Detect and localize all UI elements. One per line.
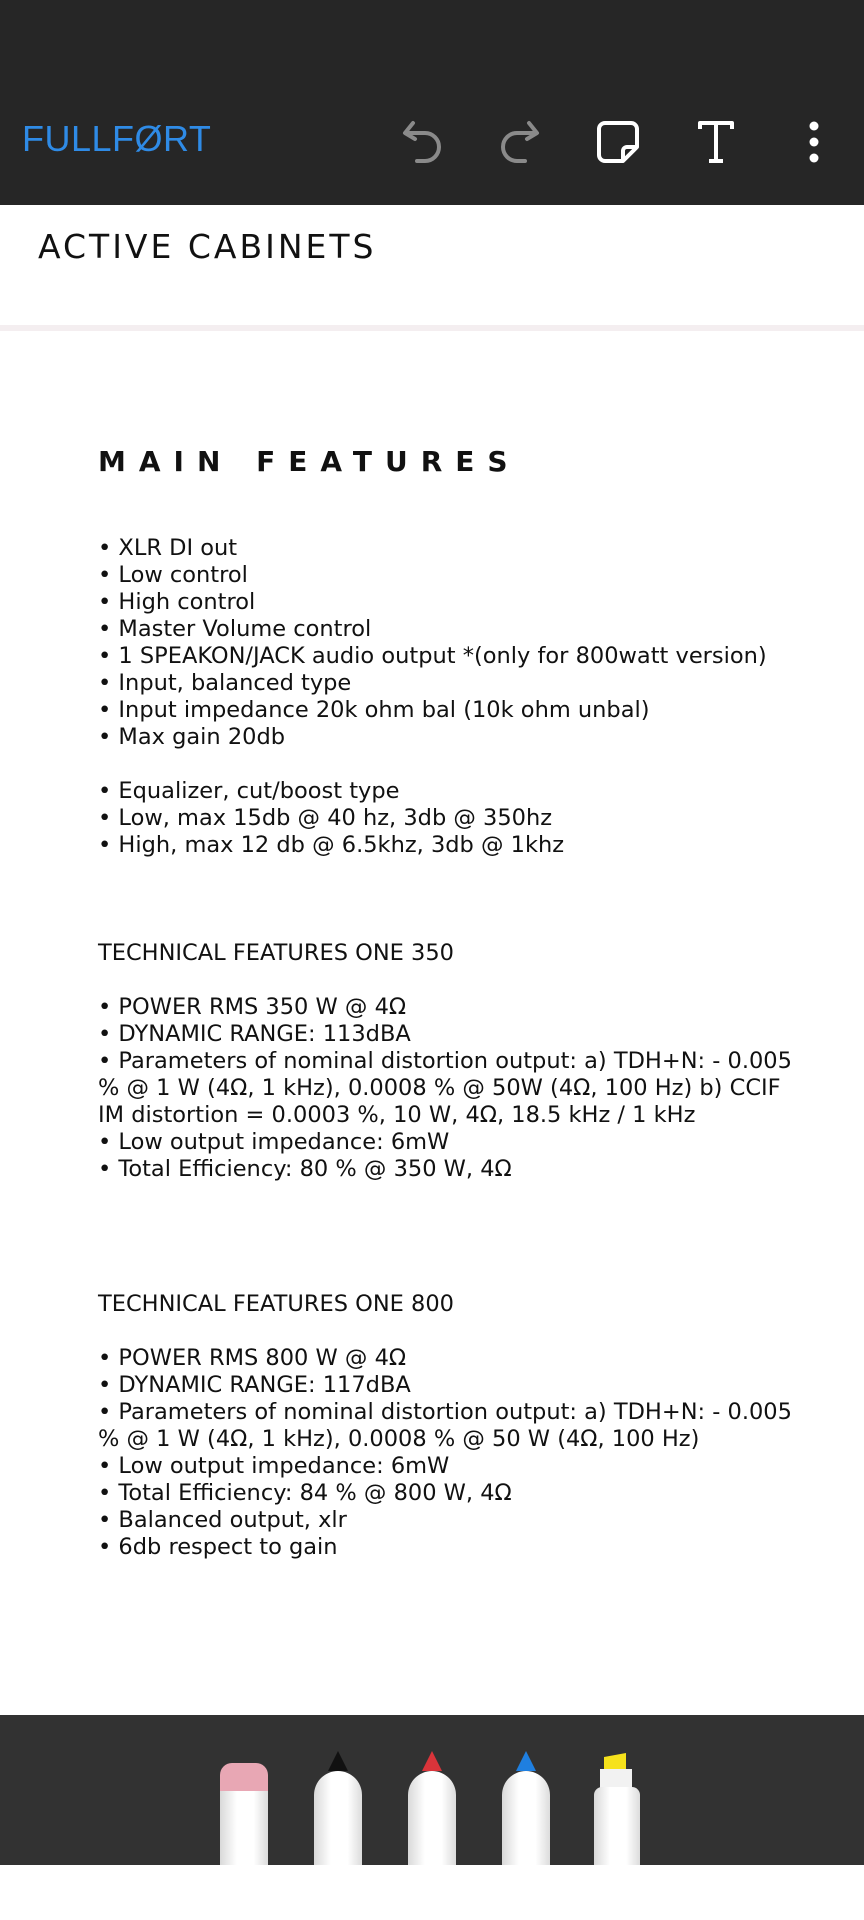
list-line: • DYNAMIC RANGE: 113dBA [98,1021,411,1047]
pen-tool-tray [0,1715,864,1865]
list-line: • POWER RMS 800 W @ 4Ω [98,1345,407,1371]
pen-tip [516,1751,536,1771]
pen-tip [422,1751,442,1771]
eraser-tool[interactable] [220,1763,268,1865]
list-line: • Low control [98,562,248,588]
highlighter-body [594,1787,640,1865]
list-line: • High control [98,589,256,615]
highlighter-neck [600,1769,632,1789]
undo-icon[interactable] [392,112,452,172]
done-button[interactable]: FULLFØRT [22,118,212,159]
list-line: • Input, balanced type [98,670,352,696]
bottom-strip [0,1865,864,1920]
list-line: • Parameters of nominal distortion output: a) TDH+N: - 0.005 [98,1048,792,1074]
header-divider [0,325,864,331]
list-line: % @ 1 W (4Ω, 1 kHz), 0.0008 % @ 50W (4Ω, 100 Hz) b) CCIF [98,1075,781,1101]
list-line: • Total Efficiency: 84 % @ 800 W, 4Ω [98,1480,512,1506]
list-line: • Master Volume control [98,616,372,642]
text-tool-icon[interactable] [686,112,746,172]
list-line: • High, max 12 db @ 6.5khz, 3db @ 1khz [98,832,565,858]
pen-body [408,1771,456,1865]
top-toolbar [0,0,864,205]
list-line: • Parameters of nominal distortion output: a) TDH+N: - 0.005 [98,1399,792,1425]
list-line: • Balanced output, xlr [98,1507,347,1533]
list-line: • 1 SPEAKON/JACK audio output *(only for 800watt version) [98,643,767,669]
main-features-list [98,535,778,751]
black-pen-tool[interactable] [314,1751,362,1865]
main-features-title: MAIN FEATURES [98,445,521,478]
list-line: • DYNAMIC RANGE: 117dBA [98,1372,411,1398]
redo-icon[interactable] [490,112,550,172]
tech-800-list [98,1345,792,1561]
pen-tip [328,1751,348,1771]
tech-350-title: TECHNICAL FEATURES ONE 350 [98,940,455,966]
red-pen-tool[interactable] [408,1751,456,1865]
pen-body [314,1771,362,1865]
list-line: • 6db respect to gain [98,1534,338,1560]
list-line: • Input impedance 20k ohm bal (10k ohm unbal) [98,697,650,723]
list-line: • XLR DI out [98,535,238,561]
tech-350-list [98,994,792,1183]
tech-800-title: TECHNICAL FEATURES ONE 800 [98,1291,455,1317]
eraser-body [220,1791,268,1865]
document-page [0,205,864,1715]
list-line: • Low output impedance: 6mW [98,1453,450,1479]
more-options-icon[interactable] [784,112,844,172]
list-line: % @ 1 W (4Ω, 1 kHz), 0.0008 % @ 50 W (4Ω, 100 Hz) [98,1426,700,1452]
list-line: • Low output impedance: 6mW [98,1129,450,1155]
list-line: • Equalizer, cut/boost type [98,778,400,804]
pen-body [502,1771,550,1865]
list-line: • POWER RMS 350 W @ 4Ω [98,994,407,1020]
list-line: • Max gain 20db [98,724,286,750]
sticky-note-icon[interactable] [588,112,648,172]
yellow-highlighter-tool[interactable] [594,1753,640,1865]
eraser-tip [220,1763,268,1791]
equalizer-features-list [98,778,778,859]
document-header: ACTIVE CABINETS [38,227,377,266]
list-line: • Total Efficiency: 80 % @ 350 W, 4Ω [98,1156,512,1182]
list-line: • Low, max 15db @ 40 hz, 3db @ 350hz [98,805,553,831]
list-line: IM distortion = 0.0003 %, 10 W, 4Ω, 18.5 kHz / 1 kHz [98,1102,696,1128]
highlighter-tip [604,1753,626,1769]
blue-pen-tool[interactable] [502,1751,550,1865]
